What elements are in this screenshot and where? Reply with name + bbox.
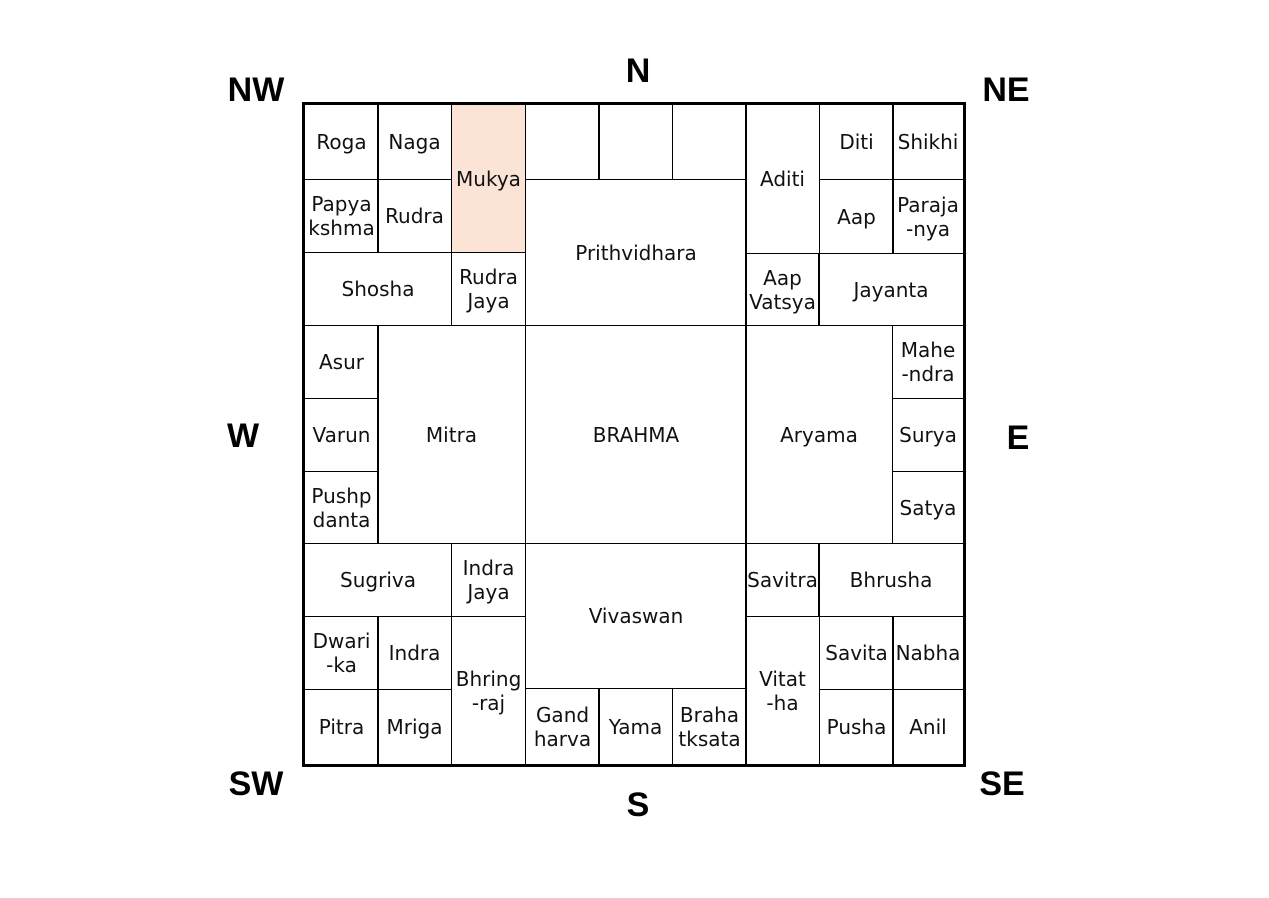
zone-rudra: Rudra: [377, 179, 452, 253]
direction-e: E: [1006, 419, 1030, 457]
direction-se: SE: [979, 765, 1025, 803]
zone-aditi: Aditi: [745, 104, 820, 254]
zone-diti: Diti: [819, 104, 894, 180]
zone-vitatha: Vitat -ha: [745, 616, 820, 765]
zone-papyakshma: Papya kshma: [304, 179, 379, 253]
zone-pitra: Pitra: [304, 689, 379, 765]
zone-jayanta: Jayanta: [818, 253, 964, 326]
zone-roga: Roga: [304, 104, 379, 180]
zone-mitra: Mitra: [377, 325, 526, 544]
zone-mahendra: Mahe -ndra: [892, 325, 964, 399]
zone-yama: Yama: [598, 688, 673, 765]
direction-sw: SW: [228, 765, 284, 803]
zone-satya: Satya: [892, 471, 964, 544]
mandala-grid: [302, 102, 966, 767]
zone-savita: Savita: [819, 616, 894, 690]
zone-pusha: Pusha: [819, 689, 894, 765]
direction-ne: NE: [982, 71, 1030, 109]
zone-indra-jaya: Indra Jaya: [451, 543, 526, 617]
zone-mriga: Mriga: [377, 689, 452, 765]
zone-aap: Aap: [819, 179, 894, 254]
zone-bhrusha: Bhrusha: [818, 543, 964, 617]
zone-shikhi: Shikhi: [892, 104, 964, 180]
zone-empty-3: [672, 104, 747, 180]
direction-nw: NW: [227, 71, 285, 109]
zone-aryama: Aryama: [745, 325, 893, 544]
zone-rudra-jaya: Rudra Jaya: [451, 252, 526, 326]
zone-vivaswan: Vivaswan: [525, 543, 747, 689]
direction-w: W: [226, 417, 260, 455]
zone-surya: Surya: [892, 398, 964, 472]
direction-n: N: [625, 52, 651, 90]
zone-indra: Indra: [377, 616, 452, 690]
zone-bhringraj: Bhring -raj: [451, 616, 526, 765]
zone-brahatksata: Braha tksata: [672, 688, 747, 765]
zone-parajanya: Paraja -nya: [892, 179, 964, 254]
zone-asur: Asur: [304, 325, 379, 399]
zone-sugriva: Sugriva: [304, 543, 452, 617]
zone-varun: Varun: [304, 398, 379, 472]
zone-brahma: BRAHMA: [525, 325, 747, 544]
zone-gandharva: Gand harva: [525, 688, 600, 765]
zone-naga: Naga: [377, 104, 452, 180]
zone-empty-2: [598, 104, 673, 180]
zone-empty-1: [525, 104, 600, 180]
zone-anil: Anil: [892, 689, 964, 765]
zone-shosha: Shosha: [304, 252, 452, 326]
zone-dwarika: Dwari -ka: [304, 616, 379, 690]
zone-pushpdanta: Pushp danta: [304, 471, 379, 544]
zone-savitra: Savitra: [745, 543, 820, 617]
direction-s: S: [626, 786, 650, 824]
zone-mukya: Mukya: [451, 104, 526, 253]
zone-aap-vatsya: Aap Vatsya: [745, 253, 820, 326]
zone-prithvidhara: Prithvidhara: [525, 179, 747, 326]
zone-nabha: Nabha: [892, 616, 964, 690]
